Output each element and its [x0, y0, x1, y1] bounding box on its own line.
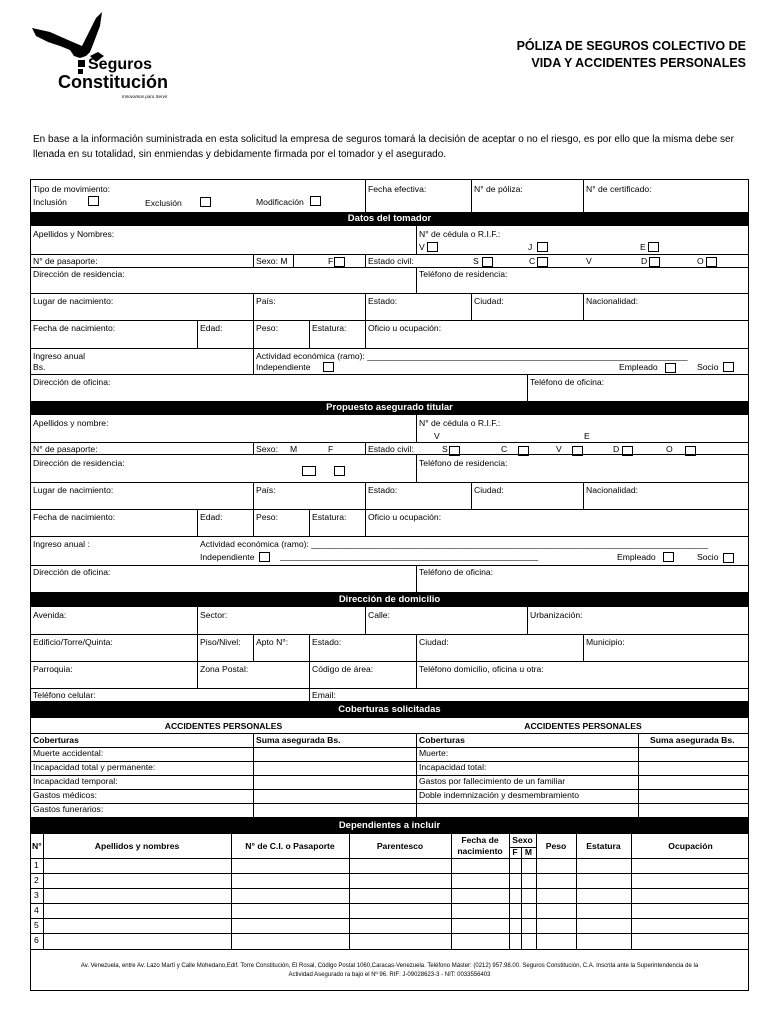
tomador-c-label: C [529, 256, 536, 266]
dep-row-number: 3 [34, 890, 39, 900]
dep-col-peso: Peso [545, 841, 567, 851]
dep-row-number: 1 [34, 860, 39, 870]
tomador-tel-oficina-field[interactable]: Teléfono de oficina: [530, 377, 605, 387]
propuesto-fecha-nacimiento-field[interactable]: Fecha de nacimiento: [33, 512, 116, 522]
dep-row-number: 4 [34, 905, 39, 915]
tomador-j-label: J [528, 242, 533, 252]
propuesto-independiente-label: Independiente [200, 552, 255, 562]
propuesto-s-label: S [442, 444, 448, 454]
propuesto-peso-field[interactable]: Peso: [256, 512, 278, 522]
tomador-j-checkbox[interactable] [537, 242, 548, 252]
section-direccion-domicilio: Dirección de domicilio [31, 592, 748, 607]
tomador-soltero-checkbox[interactable] [482, 257, 493, 267]
section-coberturas: Coberturas solicitadas [31, 701, 748, 718]
domicilio-zona-postal-field[interactable]: Zona Postal: [200, 664, 249, 674]
domicilio-email-field[interactable]: Email: [312, 690, 336, 700]
footer-address [31, 962, 748, 980]
tomador-apellidos-field[interactable]: Apellidos y Nombres: [33, 229, 115, 239]
tomador-empleado-checkbox[interactable] [665, 363, 676, 373]
domicilio-telefono-field[interactable]: Teléfono domicilio, oficina u otra: [419, 664, 544, 674]
propuesto-v2-label: V [556, 444, 562, 454]
propuesto-f-label: F [328, 444, 334, 454]
tomador-ciudad-field[interactable]: Ciudad: [474, 296, 504, 306]
propuesto-oficio-field[interactable]: Oficio u ocupación: [368, 512, 442, 522]
domicilio-apto-field[interactable]: Apto N°: [256, 637, 289, 647]
exclusion-checkbox[interactable] [200, 197, 211, 207]
propuesto-empleado-label: Empleado [617, 552, 656, 562]
section-dependientes: Dependientes a incluir [31, 817, 748, 834]
tomador-peso-field[interactable]: Peso: [256, 323, 278, 333]
exclusion-label: Exclusión [145, 198, 182, 208]
domicilio-estado-field[interactable]: Estado: [312, 637, 342, 647]
propuesto-apellidos-field[interactable]: Apellidos y nombre: [33, 418, 109, 428]
propuesto-empleado-checkbox[interactable] [663, 552, 674, 562]
propuesto-cedula-label: N° de cédula o R.I.F.: [419, 418, 501, 428]
domicilio-calle-field[interactable]: Calle: [368, 610, 390, 620]
tomador-e-label: E [640, 242, 646, 252]
tomador-casado-checkbox[interactable] [537, 257, 548, 267]
inclusion-label: Inclusión [33, 197, 67, 207]
logo-tagline: Innovamos para Servir [122, 94, 168, 99]
tomador-sexo-f-checkbox[interactable] [334, 257, 345, 267]
dep-col-parentesco: Parentesco [376, 841, 424, 851]
propuesto-edad-field[interactable]: Edad: [200, 512, 223, 522]
tomador-bs-field[interactable]: Bs. [33, 362, 46, 372]
footer-line-1: Av. Venezuela, entre Av. Lazo Martí y Calle Mohedano,Edif. Torre Constitución, El Rosal, Código Postal 1060,Caracas-Venezuela. Teléfono Máster: (0212) 957.98.00. Seguros Constitución, C.A. Inscrita ante la Superintendencia de la [80, 963, 699, 969]
cobertura-left-item: Incapacidad temporal: [33, 776, 118, 786]
propuesto-d-label: D [613, 444, 620, 454]
propuesto-pasaporte-field[interactable]: N° de pasaporte: [33, 444, 98, 454]
propuesto-independiente-line[interactable]: ______________________________________________________ [280, 551, 539, 561]
logo-square-icon [78, 60, 85, 67]
propuesto-sexo-label: Sexo: [256, 444, 278, 454]
domicilio-ciudad-field[interactable]: Ciudad: [419, 637, 449, 647]
numero-poliza-field[interactable]: N° de póliza: [474, 184, 523, 194]
propuesto-direccion-oficina-field[interactable]: Dirección de oficina: [33, 567, 111, 577]
logo-brand-bottom: Constitución [58, 72, 168, 92]
section-propuesto-asegurado: Propuesto asegurado titular [31, 401, 748, 415]
cobertura-right-item: Doble indemnización y desmembramiento [419, 790, 580, 800]
domicilio-sector-field[interactable]: Sector: [200, 610, 228, 620]
tomador-tel-residencia-field[interactable]: Teléfono de residencia: [419, 269, 508, 279]
tomador-estado-civil-label: Estado civil: [368, 256, 414, 266]
tipo-movimiento-label: Tipo de movimiento: [33, 184, 111, 194]
tomador-socio-checkbox[interactable] [723, 362, 734, 372]
propuesto-socio-checkbox[interactable] [723, 553, 734, 563]
cobertura-right-item: Muerte: [419, 748, 449, 758]
cobertura-left-item: Muerte accidental: [33, 748, 104, 758]
cobertura-left-item: Gastos funerarios: [33, 804, 104, 814]
propuesto-estatura-field[interactable]: Estatura: [312, 512, 347, 522]
tomador-independiente-label: Independiente [256, 362, 311, 372]
tomador-edad-field[interactable]: Edad: [200, 323, 223, 333]
dep-row-number: 5 [34, 920, 39, 930]
title-line-1: PÓLIZA DE SEGUROS COLECTIVO DE [516, 39, 746, 53]
cobertura-left-item: Gastos médicos: [33, 790, 97, 800]
coberturas-right-title: ACCIDENTES PERSONALES [524, 721, 642, 731]
tomador-e-checkbox[interactable] [648, 242, 659, 252]
dep-col-fecha-2: nacimiento [457, 846, 503, 856]
propuesto-socio-label: Socio [697, 552, 719, 562]
propuesto-actividad-field[interactable]: Actividad económica (ramo): ___________________________________________________________________________________ [200, 539, 708, 549]
propuesto-tel-residencia-field[interactable]: Teléfono de residencia: [419, 458, 508, 468]
inclusion-option[interactable] [33, 197, 67, 207]
propuesto-direccion-field[interactable]: Dirección de residencia: [33, 458, 125, 468]
tomador-socio-label: Socio [697, 362, 719, 372]
footer-line-2: Actividad Asegurado ra bajo el Nº 96. RIF: J-09028623-3 - NIT: 0033556403 [288, 972, 491, 978]
dep-col-ci: N° de C.I. o Pasaporte [245, 841, 335, 851]
tomador-pais-field[interactable]: País: [256, 296, 276, 306]
propuesto-pais-field[interactable]: País: [256, 485, 276, 495]
modificacion-label: Modificación [256, 197, 304, 207]
propuesto-c-label: C [501, 444, 508, 454]
cobertura-right-item: Incapacidad total: [419, 762, 487, 772]
tomador-pasaporte-field[interactable]: N° de pasaporte: [33, 256, 98, 266]
section-datos-tomador: Datos del tomador [31, 212, 748, 226]
fecha-efectiva-field[interactable]: Fecha efectiva: [368, 184, 427, 194]
propuesto-estado-field[interactable]: Estado: [368, 485, 398, 495]
domicilio-edificio-field[interactable]: Edificio/Torre/Quinta: [33, 637, 113, 647]
title-line-2: VIDA Y ACCIDENTES PERSONALES [531, 56, 746, 70]
tomador-nacionalidad-field[interactable]: Nacionalidad: [586, 296, 639, 306]
propuesto-independiente-checkbox[interactable] [259, 552, 270, 562]
dep-col-estatura: Estatura [586, 841, 621, 851]
tomador-otro-checkbox[interactable] [706, 257, 717, 267]
dep-col-fecha-1: Fecha de [461, 835, 499, 845]
cobertura-left-item: Incapacidad total y permanente: [33, 762, 156, 772]
tomador-actividad-field[interactable]: Actividad económica (ramo): ___________________________________________________________________ [256, 351, 688, 361]
company-logo [30, 12, 200, 102]
tomador-estado-field[interactable]: Estado: [368, 296, 398, 306]
coberturas-right-col-cob: Coberturas [419, 735, 465, 745]
coberturas-right-col-suma: Suma asegurada Bs. [650, 735, 735, 745]
propuesto-sexo-f-checkbox[interactable] [334, 466, 345, 476]
tomador-cedula-label: N° de cédula o R.I.F.: [419, 229, 501, 239]
coberturas-left-col-suma: Suma asegurada Bs. [256, 735, 341, 745]
dep-col-n: N° [32, 841, 42, 851]
tomador-f-label: F [328, 256, 334, 266]
domicilio-codigo-area-field[interactable]: Código de área: [312, 664, 374, 674]
numero-certificado-field[interactable]: N° de certificado: [586, 184, 652, 194]
dep-row-number: 6 [34, 935, 39, 945]
tomador-o-label: O [697, 256, 704, 266]
tomador-oficio-field[interactable]: Oficio u ocupación: [368, 323, 442, 333]
propuesto-v-label: V [434, 431, 440, 441]
propuesto-ciudad-field[interactable]: Ciudad: [474, 485, 504, 495]
propuesto-m-label: M [290, 444, 298, 454]
domicilio-municipio-field[interactable]: Municipio: [586, 637, 625, 647]
logo-brand-top: Seguros [88, 56, 153, 73]
tomador-independiente-checkbox[interactable] [323, 362, 334, 372]
tomador-fecha-nacimiento-field[interactable]: Fecha de nacimiento: [33, 323, 116, 333]
tomador-s-label: S [473, 256, 479, 266]
domicilio-celular-field[interactable]: Teléfono celular: [33, 690, 96, 700]
coberturas-left-col-cob: Coberturas [33, 735, 79, 745]
intro-paragraph: En base a la información suministrada en esta solicitud la empresa de seguros tomará la decisión de aceptar o no el riesgo, es por ello que la misma debe ser llenada en su totalidad, sin enmiendas y debidamente firmada por el tomador y el asegurado. [33, 134, 734, 160]
dep-row-number: 2 [34, 875, 39, 885]
tomador-v-checkbox[interactable] [427, 242, 438, 252]
domicilio-parroquia-field[interactable]: Parroquia: [33, 664, 73, 674]
tomador-v-label: V [419, 242, 425, 252]
domicilio-avenida-field[interactable]: Avenida: [33, 610, 67, 620]
propuesto-tel-oficina-field[interactable]: Teléfono de oficina: [419, 567, 494, 577]
dep-col-m: M [524, 847, 533, 857]
document-title [517, 38, 746, 72]
tomador-direccion-field[interactable]: Dirección de residencia: [33, 269, 125, 279]
coberturas-left-title: ACCIDENTES PERSONALES [164, 721, 283, 731]
dep-col-nombres: Apellidos y nombres [94, 841, 180, 851]
application-form [30, 179, 749, 991]
tomador-divorciado-checkbox[interactable] [649, 257, 660, 267]
tomador-d-label: D [641, 256, 648, 266]
dep-col-sexo: Sexo [512, 835, 533, 845]
cobertura-right-item: Gastos por fallecimiento de un familiar [419, 776, 566, 786]
propuesto-estado-civil-label: Estado civil: [368, 444, 414, 454]
domicilio-urbanizacion-field[interactable]: Urbanización: [530, 610, 583, 620]
tomador-v2-label: V [586, 256, 592, 266]
tomador-empleado-label: Empleado [619, 362, 658, 372]
inclusion-checkbox[interactable] [88, 196, 99, 206]
propuesto-ingreso-field[interactable]: Ingreso anual : [33, 539, 90, 549]
domicilio-piso-field[interactable]: Piso/Nivel: [200, 637, 241, 647]
tomador-lugar-nacimiento-field[interactable]: Lugar de nacimiento: [33, 296, 114, 306]
propuesto-e-label: E [584, 431, 590, 441]
propuesto-o-label: O [666, 444, 673, 454]
propuesto-lugar-nacimiento-field[interactable]: Lugar de nacimiento: [33, 485, 114, 495]
dep-col-f: F [512, 847, 518, 857]
tomador-estatura-field[interactable]: Estatura: [312, 323, 347, 333]
tomador-ingreso-label: Ingreso anual [33, 351, 86, 361]
propuesto-sexo-m-checkbox[interactable] [302, 466, 316, 476]
tomador-sexo-label: Sexo: M [256, 256, 288, 266]
modificacion-checkbox[interactable] [310, 196, 321, 206]
dep-col-ocupacion: Ocupación [668, 841, 713, 851]
propuesto-nacionalidad-field[interactable]: Nacionalidad: [586, 485, 639, 495]
tomador-direccion-oficina-field[interactable]: Dirección de oficina: [33, 377, 111, 387]
